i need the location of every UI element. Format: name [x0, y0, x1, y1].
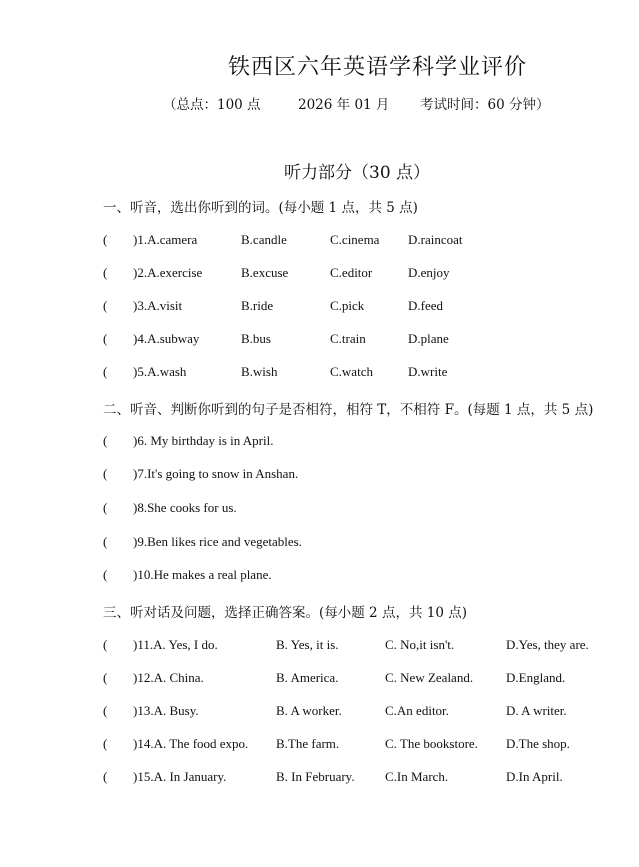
option-a: )15.A. In January. — [133, 769, 227, 784]
option-d: D.raincoat — [408, 232, 463, 247]
option-c: C. The bookstore. — [385, 736, 478, 751]
option-c: C.pick — [330, 298, 365, 313]
option-b: B. A worker. — [276, 703, 342, 718]
option-d: D.Yes, they are. — [506, 637, 589, 652]
option-b: B. In February. — [276, 769, 355, 784]
answer-blank: ( — [103, 637, 108, 652]
answer-blank: ( — [103, 265, 108, 280]
option-d: D.write — [408, 364, 448, 379]
option-d: D.England. — [506, 670, 566, 685]
exam-title: 铁西区六年英语学科学业评价 — [228, 55, 528, 80]
option-c: C.cinema — [330, 232, 380, 247]
statement-text: )9.Ben likes rice and vegetables. — [133, 534, 302, 549]
option-a: )4.A.subway — [133, 331, 200, 346]
answer-blank: ( — [103, 232, 108, 247]
option-a: )11.A. Yes, I do. — [133, 637, 218, 652]
option-a: )12.A. China. — [133, 670, 204, 685]
option-c: C.train — [330, 331, 366, 346]
answer-blank: ( — [103, 500, 108, 515]
option-c: C.An editor. — [385, 703, 449, 718]
option-b: B.excuse — [241, 265, 289, 280]
answer-blank: ( — [103, 466, 108, 481]
option-a: )1.A.camera — [133, 232, 198, 247]
answer-blank: ( — [103, 769, 108, 784]
option-b: B.ride — [241, 298, 274, 313]
answer-blank: ( — [103, 364, 108, 379]
option-a: )13.A. Busy. — [133, 703, 199, 718]
option-b: B.wish — [241, 364, 278, 379]
answer-blank: ( — [103, 736, 108, 751]
answer-blank: ( — [103, 433, 108, 448]
listening-section-title: 听力部分（30 点） — [284, 163, 431, 183]
option-a: )14.A. The food expo. — [133, 736, 249, 751]
statement-text: )6. My birthday is in April. — [133, 433, 274, 448]
option-c: C.editor — [330, 265, 373, 280]
option-d: D.feed — [408, 298, 444, 313]
option-c: C.watch — [330, 364, 373, 379]
option-d: D.plane — [408, 331, 449, 346]
option-c: C. No,it isn't. — [385, 637, 455, 652]
statement-text: )7.It's going to snow in Anshan. — [133, 466, 299, 481]
part3-heading: 三、听对话及问题，选择正确答案。(每小题 2 点，共 10 点) — [103, 605, 467, 621]
exam-time: 考试时间：60 分钟） — [420, 97, 550, 113]
option-d: D.In April. — [506, 769, 563, 784]
option-a: )3.A.visit — [133, 298, 183, 313]
answer-blank: ( — [103, 534, 108, 549]
option-c: C.In March. — [385, 769, 449, 784]
option-a: )5.A.wash — [133, 364, 187, 379]
answer-blank: ( — [103, 567, 108, 582]
option-b: B.bus — [241, 331, 271, 346]
option-c: C. New Zealand. — [385, 670, 474, 685]
option-b: B. America. — [276, 670, 339, 685]
option-b: B. Yes, it is. — [276, 637, 339, 652]
answer-blank: ( — [103, 331, 108, 346]
exam-date: 2026 年 01 月 — [298, 97, 390, 113]
answer-blank: ( — [103, 298, 108, 313]
option-b: B.candle — [241, 232, 287, 247]
answer-blank: ( — [103, 670, 108, 685]
statement-text: )10.He makes a real plane. — [133, 567, 272, 582]
statement-text: )8.She cooks for us. — [133, 500, 237, 515]
option-d: D.enjoy — [408, 265, 450, 280]
option-a: )2.A.exercise — [133, 265, 203, 280]
option-d: D.The shop. — [506, 736, 570, 751]
total-points: （总点：100 点 — [163, 97, 261, 113]
part2-heading: 二、听音、判断你听到的句子是否相符，相符 T，不相符 F。(每题 1 点，共 5 点) — [103, 402, 594, 418]
part1-heading: 一、听音，选出你听到的词。(每小题 1 点，共 5 点) — [103, 200, 418, 216]
option-d: D. A writer. — [506, 703, 567, 718]
option-b: B.The farm. — [276, 736, 340, 751]
answer-blank: ( — [103, 703, 108, 718]
